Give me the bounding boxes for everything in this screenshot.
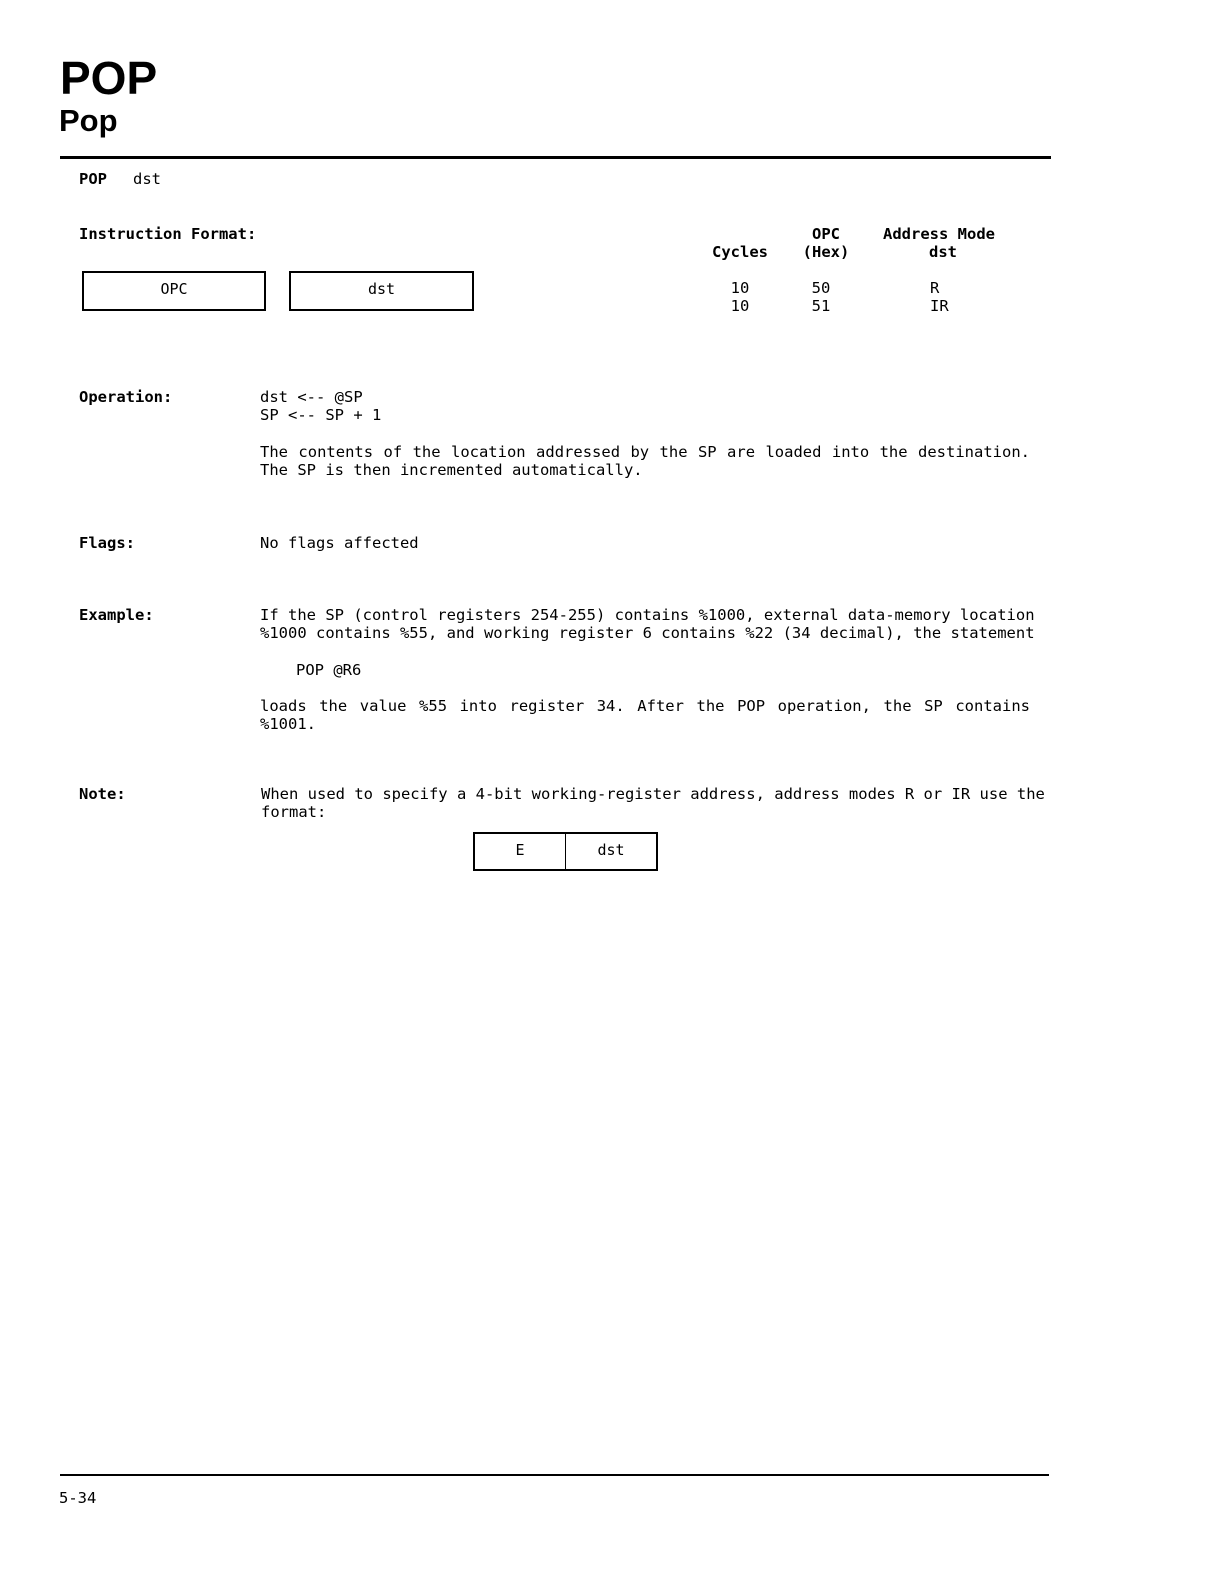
example-code: POP @R6 xyxy=(296,661,362,679)
operation-description-line: The SP is then incremented automatically. xyxy=(260,461,643,479)
page-number: 5-34 xyxy=(59,1489,97,1507)
col-header-dst: dst xyxy=(929,243,957,261)
col-header-opc: OPC xyxy=(812,225,840,243)
col-header-address-mode: Address Mode xyxy=(883,225,995,243)
operation-label: Operation: xyxy=(79,388,173,406)
example-text-line: loads the value %55 into register 34. After the POP operation, the SP contains xyxy=(260,697,1030,715)
flags-label: Flags: xyxy=(79,534,135,552)
note-text-line: When used to specify a 4-bit working-register address, address modes R or IR use the xyxy=(261,785,1045,803)
note-text-line: format: xyxy=(261,803,327,821)
operation-line: dst <-- @SP xyxy=(260,388,363,406)
format-box-opc: OPC xyxy=(82,271,266,311)
header-rule xyxy=(60,156,1051,159)
table-cell-mode: R xyxy=(930,279,940,297)
table-cell-mode: IR xyxy=(930,297,949,315)
example-label: Example: xyxy=(79,606,154,624)
col-header-cycles: Cycles xyxy=(712,243,768,261)
example-text-line: %1000 contains %55, and working register 6 contains %22 (34 decimal), the statement xyxy=(260,624,1035,642)
operation-description-line: The contents of the location addressed by the SP are loaded into the destination. xyxy=(260,443,1030,461)
note-format-box-e: E xyxy=(473,832,566,871)
operation-line: SP <-- SP + 1 xyxy=(260,406,382,424)
col-header-hex: (Hex) xyxy=(802,243,850,261)
flags-text: No flags affected xyxy=(260,534,419,552)
note-format-box-dst: dst xyxy=(565,832,658,871)
syntax-op: POP xyxy=(79,170,107,188)
format-box-dst: dst xyxy=(289,271,474,311)
note-label: Note: xyxy=(79,785,126,803)
page-subtitle: Pop xyxy=(59,103,118,138)
table-cell-cycles: 10 xyxy=(730,279,750,297)
page-title: POP xyxy=(60,52,158,104)
table-cell-opc: 51 xyxy=(811,297,831,315)
example-text-line: If the SP (control registers 254-255) contains %1000, external data-memory location xyxy=(260,606,1035,624)
instruction-format-label: Instruction Format: xyxy=(79,225,257,243)
syntax-operand: dst xyxy=(133,170,161,188)
footer-rule xyxy=(60,1474,1049,1476)
table-cell-cycles: 10 xyxy=(730,297,750,315)
example-text-line: %1001. xyxy=(260,715,316,733)
table-cell-opc: 50 xyxy=(811,279,831,297)
